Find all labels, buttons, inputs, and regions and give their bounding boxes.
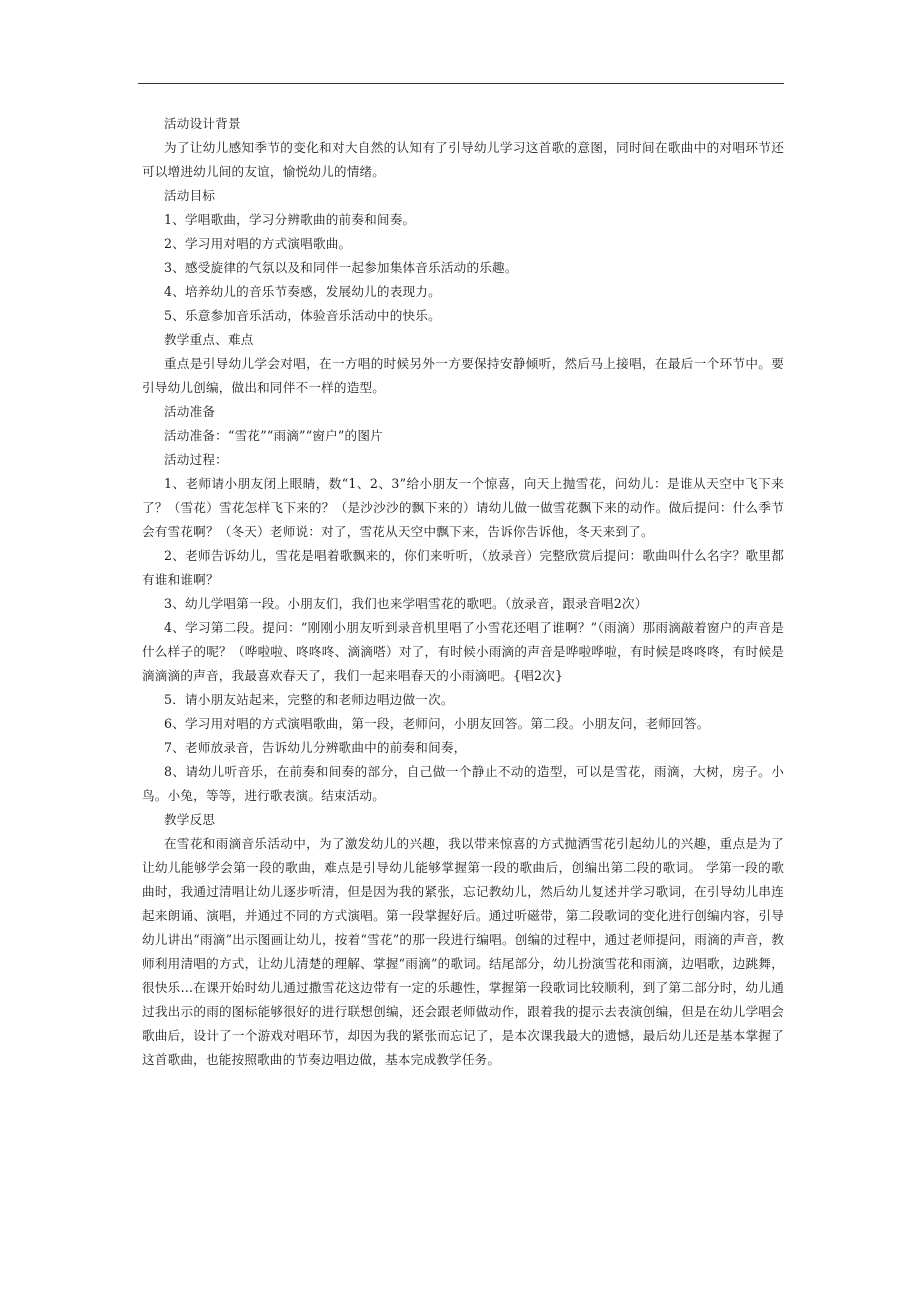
header-rule bbox=[138, 83, 784, 84]
process-step-5: 5．请小朋友站起来，完整的和老师边唱边做一次。 bbox=[164, 692, 454, 707]
section-heading-background: 活动设计背景 bbox=[164, 116, 241, 131]
process-step-2: 2、老师告诉幼儿，雪花是唱着歌飘来的，你们来听听，（放录音）完整欣赏后提问：歌曲叫什么名字？歌里都有谁和谁啊？ bbox=[142, 548, 784, 587]
process-step-8: 8、请幼儿听音乐，在前奏和间奏的部分，自己做一个静止不动的造型，可以是雪花，雨滴，大树，房子。小鸟。小兔，等等，进行歌表演。结束活动。 bbox=[142, 764, 784, 803]
goal-item-2: 2、学习用对唱的方式演唱歌曲。 bbox=[164, 236, 352, 251]
process-step-6: 6、学习用对唱的方式演唱歌曲，第一段，老师问，小朋友回答。第二段。小朋友问，老师回答。 bbox=[164, 716, 710, 731]
process-step-4: 4、学习第二段。提问：“刚刚小朋友听到录音机里唱了小雪花还唱了谁啊？”（雨滴）那雨滴敲着窗户的声音是什么样子的呢？（哗啦啦、咚咚咚、滴滴嗒）对了，有时候小雨滴的声音是哗啦哗啦，有时候是咚咚咚，有时候是滴滴滴的声音，我最喜欢春天了，我们一起来唱春天的小雨滴吧。{唱2次} bbox=[142, 620, 784, 683]
process-step-1: 1、老师请小朋友闭上眼睛，数“1、2、3”给小朋友一个惊喜，向天上抛雪花，问幼儿：是谁从天空中飞下来了？（雪花）雪花怎样飞下来的？（是沙沙沙的飘下来的）请幼儿做一做雪花飘下来的动作。做后提问：什么季节会有雪花啊？（冬天）老师说：对了，雪花从天空中飘下来，告诉你告诉他，冬天来到了。 bbox=[142, 476, 784, 539]
process-step-3: 3、幼儿学唱第一段。小朋友们，我们也来学唱雪花的歌吧。（放录音，跟录音唱2次） bbox=[164, 596, 648, 611]
section-heading-reflection: 教学反思 bbox=[164, 812, 216, 827]
paragraph-key-points: 重点是引导幼儿学会对唱，在一方唱的时候另外一方要保持安静倾听，然后马上接唱，在最后一个环节中。要引导幼儿创编，做出和同伴不一样的造型。 bbox=[142, 356, 784, 395]
paragraph-preparation: 活动准备：“雪花”“雨滴”“窗户”的图片 bbox=[164, 428, 383, 443]
goal-item-1: 1、学唱歌曲，学习分辨歌曲的前奏和间奏。 bbox=[164, 212, 416, 227]
goal-item-5: 5、乐意参加音乐活动，体验音乐活动中的快乐。 bbox=[164, 308, 441, 323]
paragraph-reflection: 在雪花和雨滴音乐活动中，为了激发幼儿的兴趣，我以带来惊喜的方式抛洒雪花引起幼儿的兴趣，重点是为了让幼儿能够学会第一段的歌曲，难点是引导幼儿能够掌握第一段的歌曲后，创编出第二段的歌词。 学第一段的歌曲时，我通过清唱让幼儿逐步听清，但是因为我的紧张，忘记教幼儿，然后幼儿复述并学习歌词，在引导幼儿串连起来朗诵、演唱，并通过不同的方式演唱。第一段掌握好后。通过听磁带，第二段歌词的变化进行创编内容，引导幼儿讲出“雨滴”出示图画让幼儿，按着“雪花”的那一段进行编唱。创编的过程中，通过老师提问，雨滴的声音，教师利用清唱的方式，让幼儿清楚的理解、掌握“雨滴”的歌词。结尾部分，幼儿扮演雪花和雨滴，边唱歌，边跳舞，很快乐…在课开始时幼儿通过撒雪花这边带有一定的乐趣性，掌握第一段歌词比较顺利，到了第二部分时，幼儿通过我出示的雨的图标能够很好的进行联想创编，还会跟老师做动作，跟着我的提示去表演创编，但是在幼儿学唱会歌曲后，设计了一个游戏对唱环节，却因为我的紧张而忘记了，是本次课我最大的遗憾，最后幼儿还是基本掌握了这首歌曲，也能按照歌曲的节奏边唱边做，基本完成教学任务。 bbox=[142, 836, 784, 1067]
paragraph-background: 为了让幼儿感知季节的变化和对大自然的认知有了引导幼儿学习这首歌的意图，同时间在歌曲中的对唱环节还可以增进幼儿间的友谊，愉悦幼儿的情绪。 bbox=[142, 140, 784, 179]
goal-item-3: 3、感受旋律的气氛以及和同伴一起参加集体音乐活动的乐趣。 bbox=[164, 260, 518, 275]
document-body bbox=[142, 112, 784, 1072]
section-heading-process: 活动过程： bbox=[164, 452, 228, 467]
section-heading-preparation: 活动准备 bbox=[164, 404, 216, 419]
goal-item-4: 4、培养幼儿的音乐节奏感，发展幼儿的表现力。 bbox=[164, 284, 441, 299]
section-heading-key-points: 教学重点、难点 bbox=[164, 332, 254, 347]
section-heading-goals: 活动目标 bbox=[164, 188, 216, 203]
process-step-7: 7、老师放录音，告诉幼儿分辨歌曲中的前奏和间奏， bbox=[164, 740, 467, 755]
